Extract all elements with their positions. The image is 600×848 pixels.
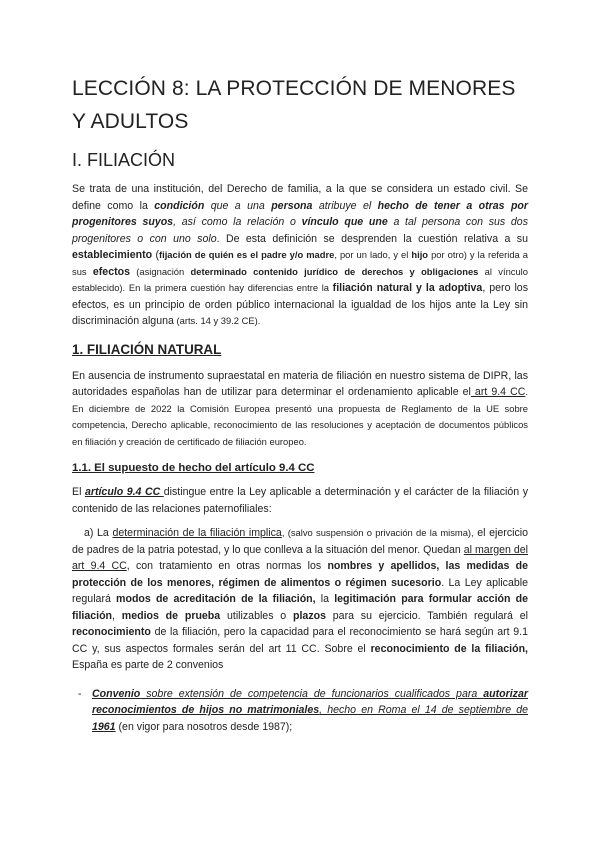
text-run: persona [271,199,313,212]
text-run: a) La [84,527,113,539]
text-run: , (salvo suspensión o privación de la misma), [281,527,474,538]
text-run: . De esta definición se desprenden la cuestión relativa a su [216,232,528,245]
text-run: determinado contenido jurídico de derechos y obligaciones [190,265,479,277]
natural-paragraph [72,368,528,451]
text-run: En ausencia de instrumento supraestatal en materia de filiación en nuestro sistema de DIPR, las autoridades españolas han de utilizar para determinar el ordenamiento aplicable el [72,369,528,398]
text-run: reconocimiento de la filiación, [370,642,528,655]
text-run: , así como la relación o [173,216,302,228]
text-run: atribuye el [312,199,378,212]
text-run: por otro) y la referida a sus [72,249,528,277]
text-run: , hecho en Roma el 14 de septiembre de [319,704,528,716]
text-run: España es parte de 2 convenios [72,659,224,671]
text-run: vínculo que une [301,216,388,228]
text-run: Convenio [92,687,141,700]
text-run: . En diciembre de 2022 la Comisión Europea presentó una propuesta de Reglamento de la UE sobre competencia, Derecho aplicable, reconocimiento de las resoluciones y aceptación de documentos públicos en filiación y creación de certificado de filiación europeo. [72,386,528,447]
heading-filiacion-natural: 1. FILIACIÓN NATURAL [72,341,222,357]
text-run: hijo [411,249,429,260]
text-run: , [112,609,122,622]
text-run: el ejercicio de padres de la patria potestad, y lo que conlleva a la situación del menor. Quedan [72,527,529,556]
bullet-dash: - [78,687,82,700]
text-run: al margen del art 9.4 CC [72,543,528,572]
text-run: utilizables o [220,609,294,622]
text-run: Se trata de una institución, del Derecho de familia, a la que se considera un estado civil. Se define como la [72,183,528,212]
text-run: plazos [293,609,326,622]
spacer [72,517,528,525]
text-run: reconocimiento [72,626,151,638]
text-run: , por un lado, y el [334,249,412,260]
text-run: hecho de tener a otras por progenitores suyos [72,199,529,228]
text-run: , con tratamiento en otras normas los [126,560,328,572]
text-run: que a una [204,199,272,212]
list-item-convenio-roma [72,686,528,736]
intro-paragraph [72,181,528,330]
text-run: autorizar reconocimientos de hijos no matrimoniales [92,687,528,716]
text-run: a tal persona con sus dos progenitores o con uno solo [72,216,528,245]
supuesto-paragraph [72,484,528,517]
text-run: 1961 [92,720,116,733]
text-run: condición [154,199,205,212]
text-run: distingue entre la Ley aplicable a determinación y el carácter de la filiación y contenido de las relaciones paternofiliales: [72,486,528,515]
text-run: , pero los efectos, es un principio de orden público internacional la igualdad de los hijos ante la Ley sin discriminación alguna [72,282,528,327]
text-run: efectos [92,265,130,278]
text-run: establecimiento [72,249,153,261]
text-run: (asignación [129,265,191,277]
text-run: El [72,486,85,498]
text-run: para su ejercicio. También regulará el [325,609,528,622]
text-run: (arts. 14 y 39.2 CE). [173,315,261,326]
text-run: nombres y apellidos, las medidas de protección de los menores, régimen de alimentos o régimen sucesorio [72,560,529,589]
text-run: al vínculo establecido). En la primera cuestión hay diferencias entre la [72,265,528,293]
text-run: (en vigor para nosotros desde 1987); [115,720,293,733]
text-run: fijación de quién es el padre y/o madre [158,249,335,260]
text-run: . La Ley aplicable regulará [72,576,528,605]
text-run: medios de prueba [121,609,221,622]
document-page [72,72,528,735]
text-run: sobre extensión de competencia de funcionarios cualificados para [140,687,484,700]
text-run: la [315,593,335,605]
text-run: de la filiación, pero la capacidad para el reconocimiento se hará según art 9.1 CC y, sus aspectos formales serán del art 11 CC. Sobre el [72,626,528,655]
text-run: determinación de la filiación implica [112,527,282,539]
text-run: filiación natural y la adoptiva [332,282,483,294]
text-run: art 9.4 CC [470,386,526,398]
text-run: legitimación para formular acción de filiación [72,593,528,622]
lesson-title: LECCIÓN 8: LA PROTECCIÓN DE MENORES Y ADULTOS [72,77,516,133]
text-run: artículo 9.4 CC [84,486,164,498]
text-run: modos de acreditación de la filiación, [116,593,316,605]
item-a-paragraph [72,525,528,674]
section-title: I. FILIACIÓN [72,150,176,170]
heading-supuesto: 1.1. El supuesto de hecho del artículo 9.4 CC [72,462,315,474]
text-run: ( [152,249,159,261]
